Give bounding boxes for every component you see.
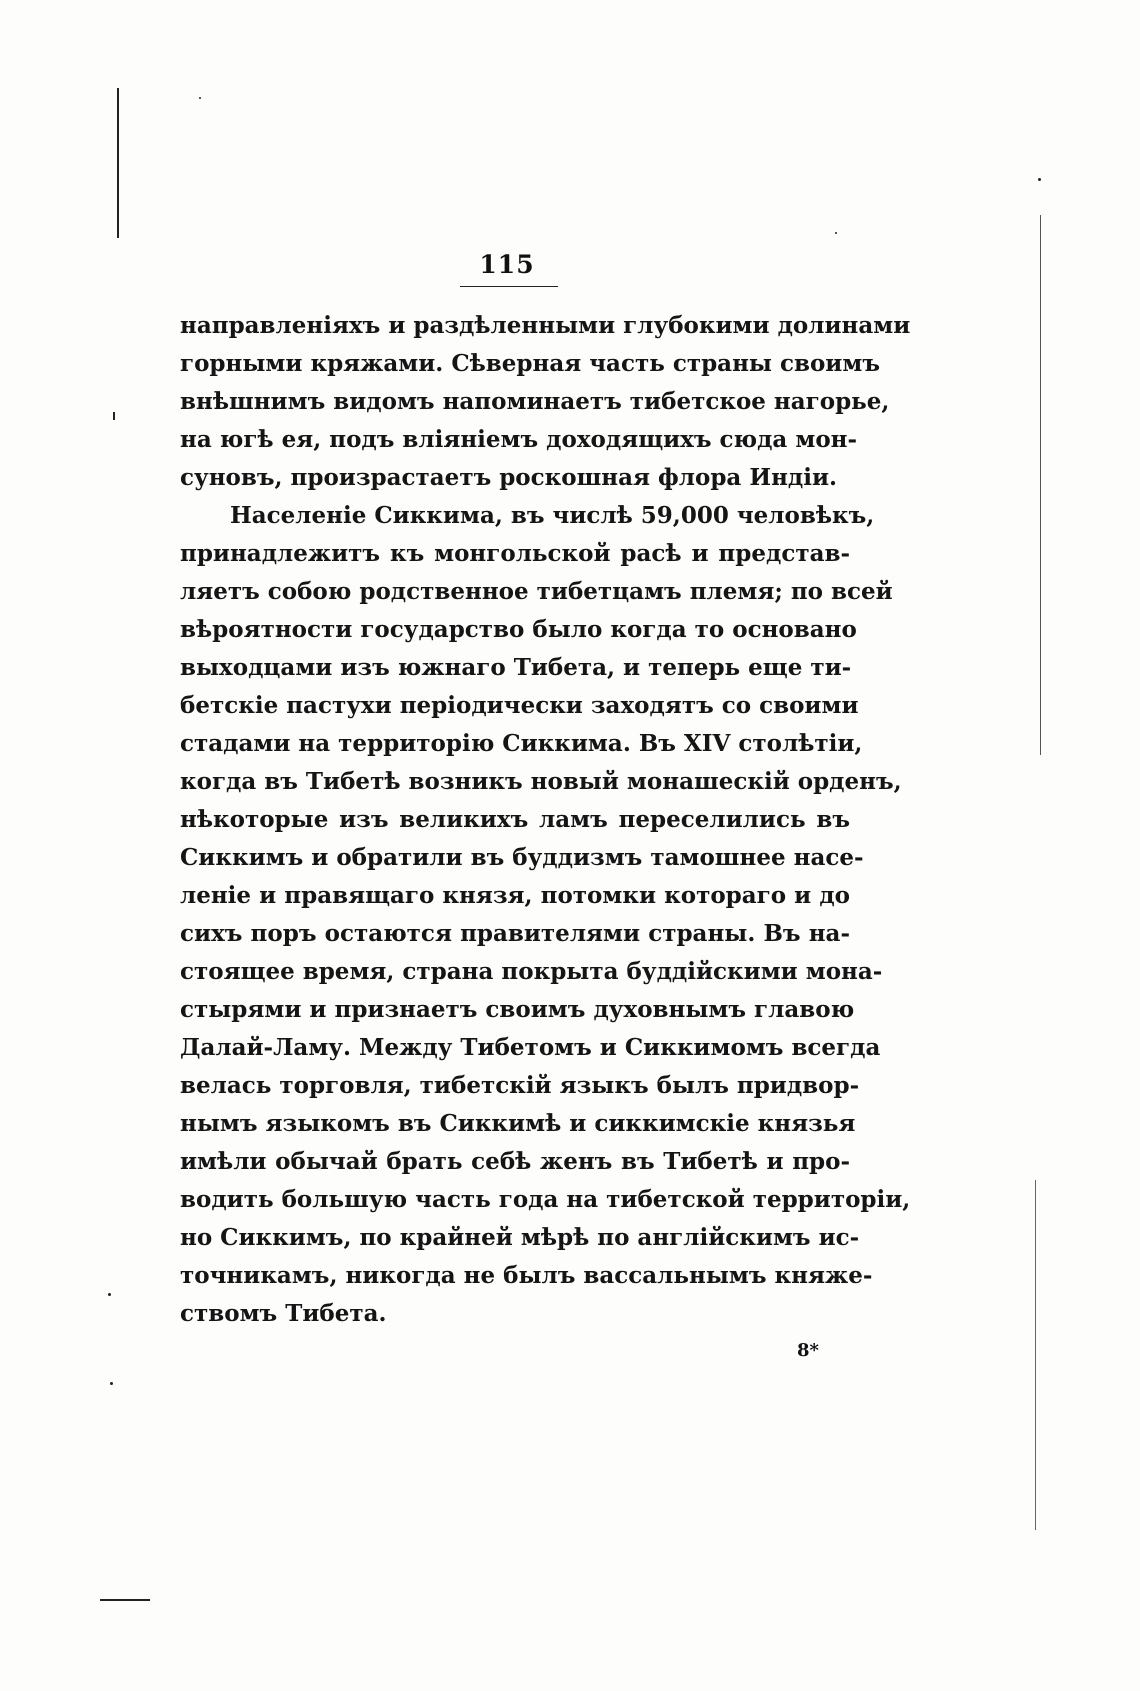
text-line: водить большую часть года на тибетской территоріи, bbox=[180, 1186, 911, 1213]
page-number: 115 bbox=[479, 250, 535, 279]
text-line: стоящее время, страна покрыта буддійскими мона- bbox=[180, 958, 883, 985]
text-line: суновъ, произрастаетъ роскошная флора Индіи. bbox=[180, 464, 838, 491]
text-line: бетскіе пастухи періодически заходятъ со своими bbox=[180, 692, 859, 719]
page-number-rule bbox=[460, 286, 558, 287]
signature-mark: 8* bbox=[797, 1340, 819, 1361]
scan-edge-mark bbox=[1040, 215, 1041, 755]
text-line: горными кряжами. Сѣверная часть страны своимъ bbox=[180, 350, 880, 377]
text-line: вѣроятности государство было когда то основано bbox=[180, 616, 857, 643]
scan-speck bbox=[199, 97, 201, 99]
text-line: имѣли обычай брать себѣ женъ въ Тибетѣ и про- bbox=[180, 1148, 850, 1175]
text-line: Населеніе Сиккима, въ числѣ 59,000 человѣкъ, bbox=[230, 502, 875, 529]
scan-edge-mark bbox=[100, 1599, 150, 1601]
text-line: велась торговля, тибетскій языкъ былъ придвор- bbox=[180, 1072, 860, 1099]
text-line: выходцами изъ южнаго Тибета, и теперь еще ти- bbox=[180, 654, 852, 681]
scan-edge-mark bbox=[1035, 1180, 1036, 1530]
scan-speck bbox=[108, 1293, 111, 1296]
text-line: Далай-Ламу. Между Тибетомъ и Сиккимомъ всегда bbox=[180, 1034, 881, 1061]
text-line: Сиккимъ и обратили въ буддизмъ тамошнее насе- bbox=[180, 844, 864, 871]
scan-speck bbox=[835, 232, 837, 234]
scan-edge-mark bbox=[117, 88, 119, 238]
text-line: стырями и признаетъ своимъ духовнымъ главою bbox=[180, 996, 855, 1023]
text-line: леніе и правящаго князя, потомки котораго и до bbox=[180, 882, 850, 909]
scan-speck bbox=[110, 1382, 113, 1385]
text-line: стадами на территорію Сиккима. Въ XIV столѣтіи, bbox=[180, 730, 863, 757]
text-line: нѣкоторые изъ великихъ ламъ переселились въ bbox=[180, 806, 850, 833]
text-line: ствомъ Тибета. bbox=[180, 1300, 387, 1327]
text-line: когда въ Тибетѣ возникъ новый монашескій орденъ, bbox=[180, 768, 902, 795]
text-line: направленіяхъ и раздѣленными глубокими долинами bbox=[180, 312, 911, 339]
body-text bbox=[180, 307, 911, 1333]
text-line: нымъ языкомъ въ Сиккимѣ и сиккимскіе князья bbox=[180, 1110, 856, 1137]
text-line: сихъ поръ остаются правителями страны. Въ на- bbox=[180, 920, 850, 947]
text-line: точникамъ, никогда не былъ вассальнымъ княже- bbox=[180, 1262, 873, 1289]
text-line: но Сиккимъ, по крайней мѣрѣ по англійскимъ ис- bbox=[180, 1224, 860, 1251]
text-line: принадлежитъ къ монгольской расѣ и представ- bbox=[180, 540, 850, 567]
text-line: ляетъ собою родственное тибетцамъ племя; по всей bbox=[180, 578, 893, 605]
text-line: на югѣ ея, подъ вліяніемъ доходящихъ сюда мон- bbox=[180, 426, 858, 453]
scan-speck bbox=[1038, 178, 1041, 181]
text-line: внѣшнимъ видомъ напоминаетъ тибетское нагорье, bbox=[180, 388, 890, 415]
scan-speck bbox=[113, 412, 115, 420]
